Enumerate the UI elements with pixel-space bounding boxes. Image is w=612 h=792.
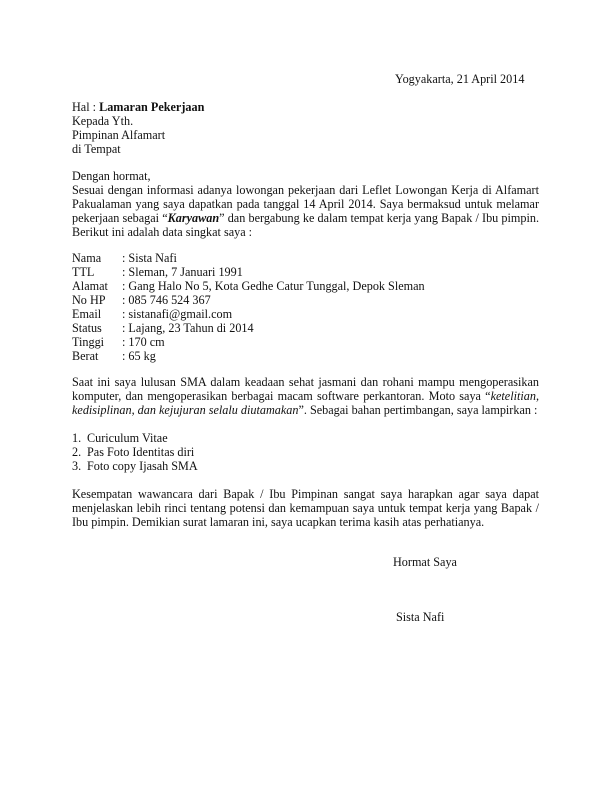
signature-name: Sista Nafi: [396, 610, 445, 624]
body-paragraph: [72, 375, 539, 417]
personal-data-table: [72, 251, 425, 363]
data-value: : Sista Nafi: [122, 251, 177, 265]
intro-text: Sesuai dengan informasi adanya lowongan pekerjaan dari Leflet Lowongan Kerja di Alfamart Pakualaman yang saya dapatkan pada tanggal 14 April 2014. Saya bermaksud untuk melamar pekerjaan sebagai “: [72, 183, 539, 225]
subject-text: Lamaran Pekerjaan: [99, 100, 205, 114]
recipient-block: [72, 114, 165, 156]
data-value: : Lajang, 23 Tahun di 2014: [122, 321, 254, 335]
data-value: : 085 746 524 367: [122, 293, 211, 307]
data-row: [72, 265, 425, 279]
data-row: [72, 349, 425, 363]
list-number: 1.: [72, 431, 82, 445]
recipient-line: Kepada Yth.: [72, 114, 134, 128]
attachment-list: [72, 431, 198, 473]
body-text: Saat ini saya lulusan SMA dalam keadaan sehat jasmani dan rohani mampu mengoperasikan komputer, dan mengoperasikan berbagai macam software perkantoran. Moto saya “: [72, 375, 539, 403]
closing-paragraph: Kesempatan wawancara dari Bapak / Ibu Pimpinan sangat saya harapkan agar saya dapat menjelaskan lebih rinci tentang potensi dan kemampuan saya untuk tempat kerja yang Bapak / Ibu pimpin. Demikian surat lamaran ini, saya ucapkan terima kasih atas perhatianya.: [72, 487, 539, 529]
list-number: 3.: [72, 458, 82, 473]
list-number: 2.: [72, 444, 82, 459]
data-value: : Gang Halo No 5, Kota Gedhe Catur Tunggal, Depok Sleman: [122, 279, 425, 293]
list-text: Foto copy Ijasah SMA: [87, 458, 198, 473]
data-label: TTL: [72, 265, 95, 279]
data-row: [72, 321, 425, 335]
data-label: Alamat: [72, 279, 108, 293]
position-applied: Karyawan: [167, 211, 220, 225]
greeting: Dengan hormat,: [72, 169, 151, 183]
data-label: Nama: [72, 251, 102, 265]
motto: ketelitian, kedisiplinan, dan kejujuran selalu diutamakan: [72, 389, 539, 417]
intro-paragraph: [72, 183, 539, 239]
list-text: Curiculum Vitae: [87, 431, 168, 445]
data-value: : 170 cm: [122, 335, 165, 349]
list-item: [72, 445, 198, 459]
intro-text-end: ” dan bergabung ke dalam tempat kerja yang Bapak / Ibu pimpin. Berikut ini adalah data singkat saya :: [72, 211, 539, 239]
list-text: Pas Foto Identitas diri: [87, 444, 195, 459]
valediction: Hormat Saya: [393, 555, 457, 569]
place-date: Yogyakarta, 21 April 2014: [395, 72, 525, 86]
recipient-line: di Tempat: [72, 142, 121, 156]
subject-label: Hal :: [72, 100, 100, 114]
data-row: [72, 307, 425, 321]
data-value: : Sleman, 7 Januari 1991: [122, 265, 243, 279]
list-item: [72, 459, 198, 473]
data-label: Status: [72, 321, 102, 335]
data-label: Tinggi: [72, 335, 105, 349]
body-text-end: ”. Sebagai bahan pertimbangan, saya lampirkan :: [298, 403, 538, 417]
recipient-line: Pimpinan Alfamart: [72, 128, 166, 142]
data-row: [72, 293, 425, 307]
data-value: : 65 kg: [122, 349, 156, 363]
data-row: [72, 279, 425, 293]
data-label: Berat: [72, 349, 99, 363]
data-label: No HP: [72, 293, 106, 307]
list-item: [72, 431, 198, 445]
data-value: : sistanafi@gmail.com: [122, 307, 233, 321]
data-row: [72, 335, 425, 349]
subject-line: [72, 100, 204, 114]
data-label: Email: [72, 307, 102, 321]
data-row: [72, 251, 425, 265]
